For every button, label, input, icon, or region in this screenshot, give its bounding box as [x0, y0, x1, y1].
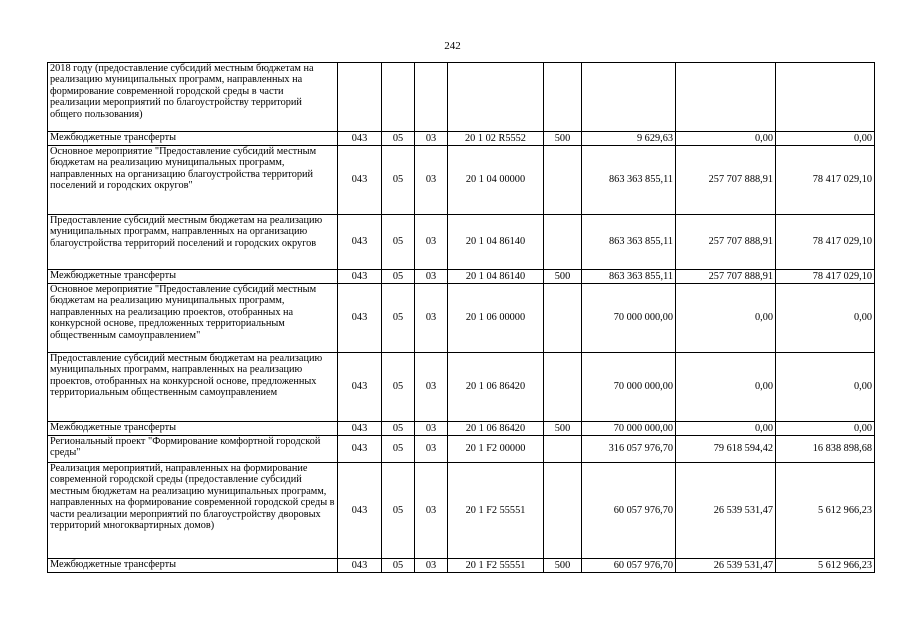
grbs-cell: 043	[338, 284, 382, 353]
target-article-cell: 20 1 06 86420	[448, 422, 544, 436]
section-cell: 05	[382, 559, 415, 573]
table-row	[48, 422, 875, 436]
amount-year1-cell: 863 363 855,11	[582, 146, 676, 215]
amount-year2-cell: 257 707 888,91	[676, 270, 776, 284]
section-cell: 05	[382, 436, 415, 463]
amount-year3-cell: 0,00	[776, 284, 875, 353]
amount-year1-cell: 70 000 000,00	[582, 353, 676, 422]
section-cell: 05	[382, 270, 415, 284]
amount-year1-cell: 9 629,63	[582, 132, 676, 146]
grbs-cell: 043	[338, 132, 382, 146]
expense-type-cell	[544, 463, 582, 559]
expense-type-cell	[544, 436, 582, 463]
expense-type-cell	[544, 353, 582, 422]
subsection-cell	[415, 63, 448, 132]
grbs-cell: 043	[338, 559, 382, 573]
subsection-cell: 03	[415, 436, 448, 463]
subsection-cell: 03	[415, 559, 448, 573]
expense-type-cell: 500	[544, 132, 582, 146]
amount-year3-cell	[776, 63, 875, 132]
section-cell	[382, 63, 415, 132]
table-row	[48, 132, 875, 146]
target-article-cell: 20 1 F2 55551	[448, 463, 544, 559]
page-number: 242	[444, 40, 461, 52]
row-name-cell: Предоставление субсидий местным бюджетам на реализацию муниципальных программ, направленных на реализацию проектов, отобранных на конкурсной основе, предложенных территориальным общественным самоуправлением	[48, 353, 338, 422]
subsection-cell: 03	[415, 215, 448, 270]
expense-type-cell	[544, 215, 582, 270]
row-name-cell: 2018 году (предоставление субсидий местным бюджетам на реализацию муниципальных программ, направленных на формирование современной городской среды в части реализации мероприятий по благоустройству территорий общего пользования)	[48, 63, 338, 132]
amount-year2-cell: 26 539 531,47	[676, 463, 776, 559]
amount-year2-cell: 26 539 531,47	[676, 559, 776, 573]
amount-year2-cell: 0,00	[676, 132, 776, 146]
amount-year2-cell	[676, 63, 776, 132]
row-name-cell: Межбюджетные трансферты	[48, 422, 338, 436]
target-article-cell	[448, 63, 544, 132]
amount-year2-cell: 0,00	[676, 353, 776, 422]
row-name-cell: Региональный проект "Формирование комфортной городской среды"	[48, 436, 338, 463]
amount-year1-cell: 60 057 976,70	[582, 559, 676, 573]
row-name-cell: Предоставление субсидий местным бюджетам на реализацию муниципальных программ, направленных на организацию благоустройства территорий поселений и городских округов	[48, 215, 338, 270]
amount-year1-cell: 863 363 855,11	[582, 215, 676, 270]
expense-type-cell: 500	[544, 559, 582, 573]
amount-year3-cell: 0,00	[776, 132, 875, 146]
amount-year2-cell: 257 707 888,91	[676, 146, 776, 215]
subsection-cell: 03	[415, 422, 448, 436]
table-row	[48, 353, 875, 422]
table-row	[48, 284, 875, 353]
grbs-cell: 043	[338, 463, 382, 559]
section-cell: 05	[382, 353, 415, 422]
expense-type-cell	[544, 284, 582, 353]
subsection-cell: 03	[415, 146, 448, 215]
amount-year3-cell: 78 417 029,10	[776, 146, 875, 215]
grbs-cell: 043	[338, 353, 382, 422]
table-row	[48, 146, 875, 215]
row-name-cell: Основное мероприятие "Предоставление субсидий местным бюджетам на реализацию муниципальных программ, направленных на реализацию проектов, отобранных на конкурсной основе, предложенных территориальным общественным самоуправлением"	[48, 284, 338, 353]
target-article-cell: 20 1 06 86420	[448, 353, 544, 422]
table-row	[48, 63, 875, 132]
subsection-cell: 03	[415, 270, 448, 284]
amount-year2-cell: 0,00	[676, 422, 776, 436]
target-article-cell: 20 1 06 00000	[448, 284, 544, 353]
subsection-cell: 03	[415, 132, 448, 146]
row-name-cell: Межбюджетные трансферты	[48, 132, 338, 146]
section-cell: 05	[382, 422, 415, 436]
grbs-cell: 043	[338, 436, 382, 463]
target-article-cell: 20 1 F2 00000	[448, 436, 544, 463]
amount-year2-cell: 79 618 594,42	[676, 436, 776, 463]
row-name-cell: Межбюджетные трансферты	[48, 270, 338, 284]
table-row	[48, 436, 875, 463]
amount-year2-cell: 257 707 888,91	[676, 215, 776, 270]
row-name-cell: Межбюджетные трансферты	[48, 559, 338, 573]
section-cell: 05	[382, 463, 415, 559]
section-cell: 05	[382, 215, 415, 270]
amount-year1-cell: 316 057 976,70	[582, 436, 676, 463]
amount-year3-cell: 78 417 029,10	[776, 270, 875, 284]
amount-year3-cell: 16 838 898,68	[776, 436, 875, 463]
grbs-cell: 043	[338, 270, 382, 284]
expense-type-cell: 500	[544, 422, 582, 436]
subsection-cell: 03	[415, 463, 448, 559]
section-cell: 05	[382, 284, 415, 353]
expense-type-cell	[544, 146, 582, 215]
amount-year2-cell: 0,00	[676, 284, 776, 353]
grbs-cell	[338, 63, 382, 132]
budget-table	[47, 62, 875, 573]
amount-year3-cell: 0,00	[776, 422, 875, 436]
target-article-cell: 20 1 04 86140	[448, 215, 544, 270]
amount-year3-cell: 5 612 966,23	[776, 559, 875, 573]
table-row	[48, 215, 875, 270]
target-article-cell: 20 1 02 R5552	[448, 132, 544, 146]
amount-year1-cell: 863 363 855,11	[582, 270, 676, 284]
target-article-cell: 20 1 F2 55551	[448, 559, 544, 573]
target-article-cell: 20 1 04 00000	[448, 146, 544, 215]
expense-type-cell: 500	[544, 270, 582, 284]
amount-year3-cell: 0,00	[776, 353, 875, 422]
section-cell: 05	[382, 132, 415, 146]
section-cell: 05	[382, 146, 415, 215]
table-row	[48, 270, 875, 284]
amount-year3-cell: 5 612 966,23	[776, 463, 875, 559]
grbs-cell: 043	[338, 422, 382, 436]
subsection-cell: 03	[415, 284, 448, 353]
amount-year1-cell: 70 000 000,00	[582, 422, 676, 436]
amount-year1-cell	[582, 63, 676, 132]
amount-year1-cell: 70 000 000,00	[582, 284, 676, 353]
subsection-cell: 03	[415, 353, 448, 422]
row-name-cell: Основное мероприятие "Предоставление субсидий местным бюджетам на реализацию муниципальных программ, направленных на организацию благоустройства территорий поселений и городских округов"	[48, 146, 338, 215]
expense-type-cell	[544, 63, 582, 132]
grbs-cell: 043	[338, 215, 382, 270]
table-row	[48, 463, 875, 559]
grbs-cell: 043	[338, 146, 382, 215]
row-name-cell: Реализация мероприятий, направленных на формирование современной городской среды (предоставление субсидий местным бюджетам на реализацию муниципальных программ, направленных на формирование современной городской среды в части реализации мероприятий по благоустройству дворовых территорий многоквартирных домов)	[48, 463, 338, 559]
amount-year1-cell: 60 057 976,70	[582, 463, 676, 559]
amount-year3-cell: 78 417 029,10	[776, 215, 875, 270]
table-row	[48, 559, 875, 573]
target-article-cell: 20 1 04 86140	[448, 270, 544, 284]
